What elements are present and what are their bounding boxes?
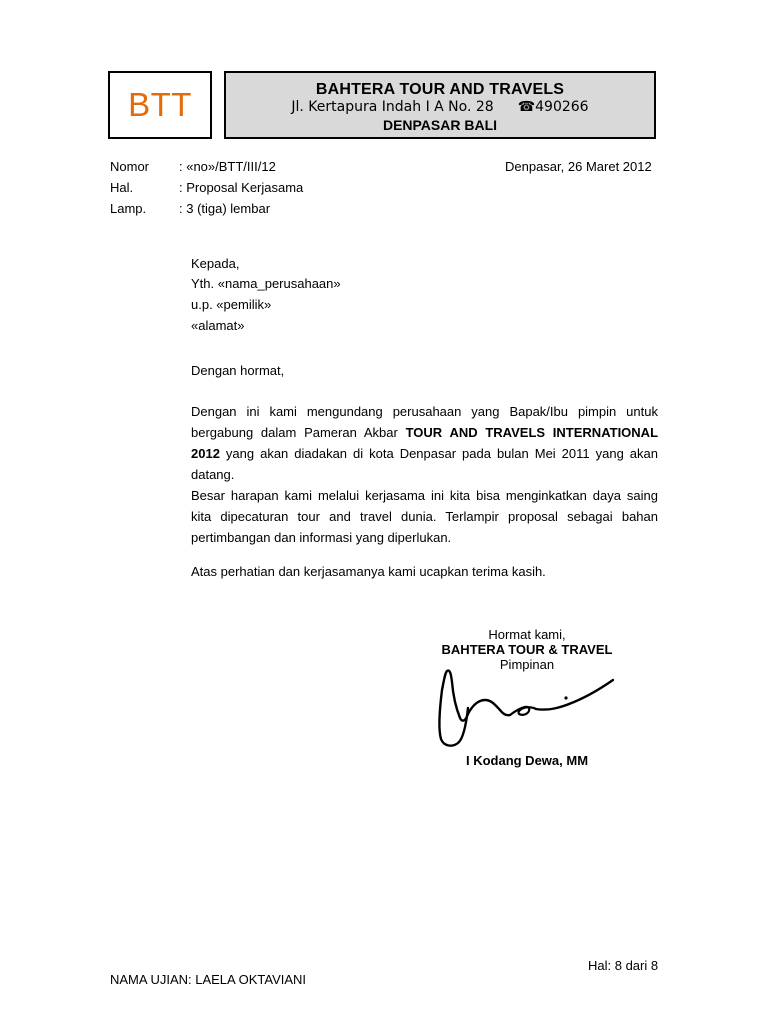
closing-company: BAHTERA TOUR & TRAVEL [441,642,613,657]
body-paragraph-3: Atas perhatian dan kerjasamanya kami ucapkan terima kasih. [191,564,546,579]
company-address: Jl. Kertapura Indah I A No. 28 [291,99,494,115]
nomor-value: : «no»/BTT/III/12 [179,159,276,174]
logo-box [108,71,212,139]
letter-date: Denpasar, 26 Maret 2012 [505,159,652,174]
company-city: DENPASAR BALI [382,117,498,133]
body-paragraph-1 [191,401,658,485]
company-address-line [226,99,654,115]
signature [430,660,630,750]
company-phone: 490266 [535,99,589,115]
exam-name: NAMA UJIAN: LAELA OKTAVIANI [110,972,307,987]
recipient-kepada: Kepada, [191,256,240,271]
recipient-attention: u.p. «pemilik» [191,297,272,312]
p1-text-a: Dengan ini kami mengundang perusahaan yang Bapak/Ibu pimpin untuk bergabung dalam Pameran Akbar [191,404,658,440]
lamp-label: Lamp. [110,201,147,216]
company-logo: BTT [128,86,192,123]
signer-name: I Kodang Dewa, MM [465,753,589,768]
company-name: BAHTERA TOUR AND TRAVELS [315,81,565,98]
telephone-icon: ☎ [517,99,536,115]
closing-regards: Hormat kami, [488,627,566,642]
letterhead-box [224,71,656,139]
hal-value: : Proposal Kerjasama [179,180,304,195]
closing-position: Pimpinan [499,657,555,672]
recipient-address: «alamat» [191,318,245,333]
p1-text-b: yang akan diadakan di kota Denpasar pada bulan Mei 2011 yang akan datang. [191,446,658,482]
event-name: TOUR AND TRAVELS INTERNATIONAL 2012 [191,425,659,461]
salutation: Dengan hormat, [191,363,285,378]
page-number: Hal: 8 dari 8 [588,958,659,973]
body-paragraph-2: Besar harapan kami melalui kerjasama ini kita bisa menginkatkan daya saing kita dipecaturan tour and travel dunia. Terlampir proposal sebagai bahan pertimbangan dan informasi yang diperlukan. [191,488,658,545]
hal-label: Hal. [110,180,134,195]
recipient-name: Yth. «nama_perusahaan» [191,276,341,291]
lamp-value: : 3 (tiga) lembar [179,201,271,216]
nomor-label: Nomor [110,159,150,174]
